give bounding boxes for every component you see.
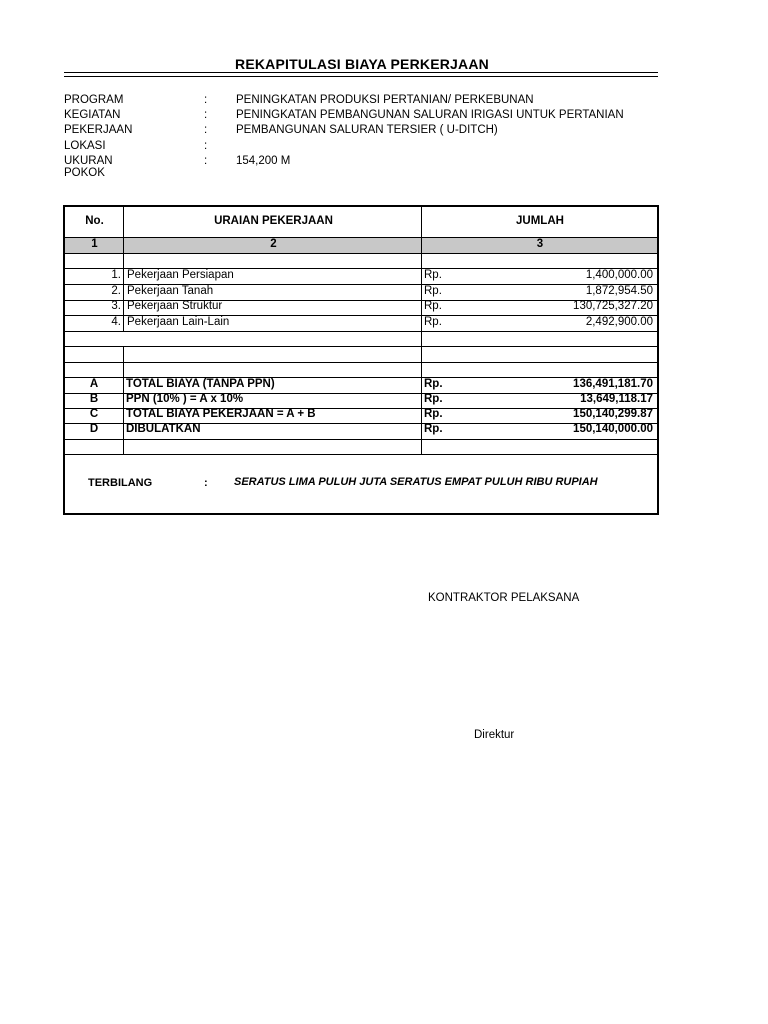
cost-summary-table [63,205,659,515]
info-label: UKURAN POKOK [64,154,113,179]
column-divider [123,207,124,331]
total-code: D [89,423,99,435]
total-currency: Rp. [424,423,443,435]
info-colon: : [204,154,208,167]
header-uraian: URAIAN PEKERJAAN [214,215,333,227]
info-value: PEMBANGUNAN SALURAN TERSIER ( U-DITCH) [236,124,498,137]
info-colon: : [204,94,208,106]
info-value: 154,200 M [236,154,291,167]
total-currency: Rp. [424,393,443,405]
contractor-label: KONTRAKTOR PELAKSANA [428,592,580,604]
item-currency: Rp. [424,285,442,297]
item-number: 2. [111,285,121,297]
total-currency: Rp. [424,408,443,420]
item-amount: 1,400,000.00 [585,269,653,281]
row-divider [65,331,657,332]
total-amount: 136,491,181.70 [573,378,653,390]
total-code: A [89,378,99,390]
info-colon: : [204,139,208,152]
header-jumlah: JUMLAH [516,215,564,227]
row-divider [65,237,657,238]
terbilang-label: TERBILANG [88,477,153,489]
total-description: DIBULATKAN [126,423,201,435]
row-divider [65,346,657,347]
row-divider [65,439,657,440]
total-amount: 150,140,000.00 [573,423,653,435]
item-currency: Rp. [424,269,442,281]
col-number-1: 1 [91,238,98,250]
total-amount: 150,140,299.87 [573,408,653,420]
item-description: Pekerjaan Tanah [127,285,214,297]
row-divider [65,362,657,363]
row-divider [65,454,657,455]
total-code: C [89,408,99,420]
info-colon: : [204,109,208,122]
item-description: Pekerjaan Persiapan [127,269,234,281]
info-label: KEGIATAN [64,109,121,122]
document-title: REKAPITULASI BIAYA PERKERJAAN [235,56,489,72]
col-number-2: 2 [270,238,277,250]
title-rule-bottom [64,76,658,77]
total-description: TOTAL BIAYA PEKERJAAN = A + B [126,408,316,420]
column-divider [123,346,124,454]
header-no: No. [85,215,104,227]
info-label: PROGRAM [64,94,124,106]
item-amount: 130,725,327.20 [573,300,653,312]
item-currency: Rp. [424,300,442,312]
info-label: LOKASI [64,139,106,152]
total-description: PPN (10% ) = A x 10% [126,393,244,405]
row-divider [65,253,657,254]
info-value: PENINGKATAN PRODUKSI PERTANIAN/ PERKEBUNAN [236,94,534,106]
col-number-3: 3 [536,238,544,250]
item-number: 3. [111,300,121,312]
total-code: B [89,393,99,405]
total-description: TOTAL BIAYA (TANPA PPN) [126,378,275,390]
info-label: PEKERJAAN [64,124,133,137]
item-amount: 2,492,900.00 [585,316,653,328]
terbilang-value: SERATUS LIMA PULUH JUTA SERATUS EMPAT PULUH RIBU RUPIAH [234,476,598,488]
item-description: Pekerjaan Struktur [127,300,223,312]
signatory-role: Direktur [474,729,515,741]
info-value: PENINGKATAN PEMBANGUNAN SALURAN IRIGASI UNTUK PERTANIAN [236,109,624,122]
terbilang-colon: : [204,477,208,489]
item-number: 1. [111,269,121,281]
title-rule-top [64,72,658,73]
total-currency: Rp. [424,378,443,390]
item-currency: Rp. [424,316,442,328]
total-amount: 13,649,118.17 [580,393,653,405]
item-number: 4. [111,316,121,328]
column-divider [421,207,422,454]
info-colon: : [204,124,208,137]
item-amount: 1,872,954.50 [585,285,653,297]
item-description: Pekerjaan Lain-Lain [127,316,230,328]
